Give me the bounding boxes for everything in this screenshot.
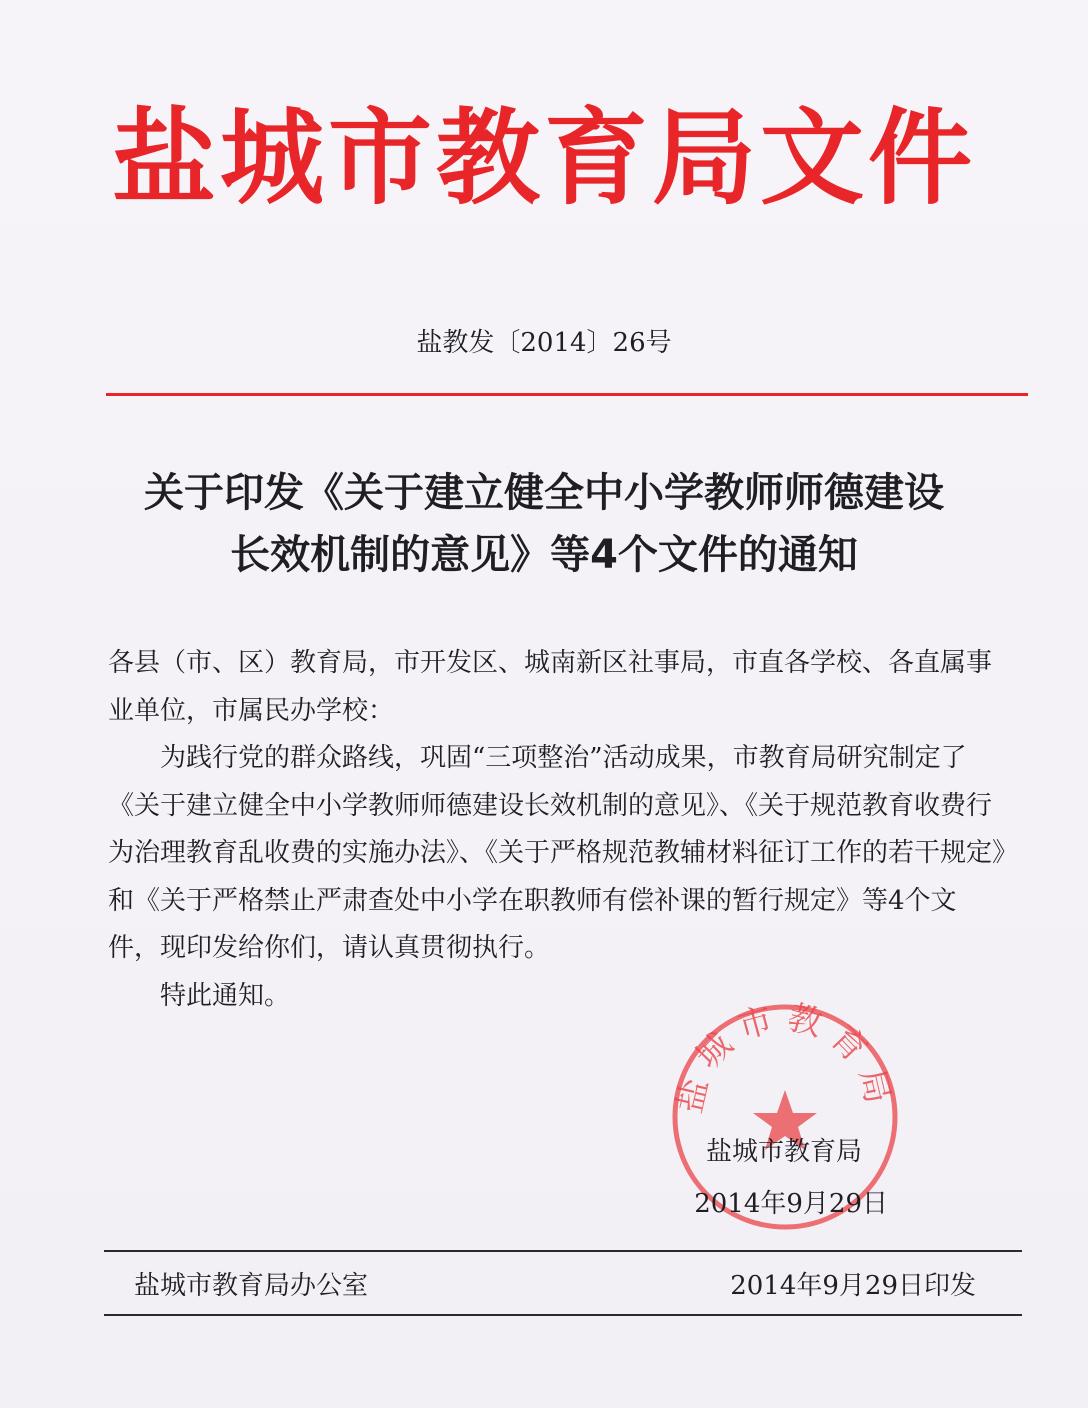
footer-issuer: 盐城市教育局办公室	[134, 1271, 369, 1301]
signature-date: 2014年9月29日	[694, 1189, 888, 1219]
document-number: 盐教发〔2014〕26号	[416, 328, 672, 358]
svg-text:盐城市教育局: 盐城市教育局	[669, 997, 901, 1117]
closing-line: 特此通知。	[160, 980, 291, 1011]
notice-body	[108, 640, 1008, 1020]
footer-issue-date: 2014年9月29日印发	[730, 1271, 976, 1301]
addressees: 各县（市、区）教育局，市开发区、城南新区社事局，市直各学校、各直属事业单位，市属民办学校：	[108, 648, 993, 726]
notice-title-line-2: 长效机制的意见》等4个文件的通知	[230, 532, 858, 578]
masthead-title: 盐城市教育局文件	[111, 97, 976, 219]
notice-title-line-1: 关于印发《关于建立健全中小学教师师德建设	[144, 470, 944, 516]
footer-top-rule	[104, 1250, 1022, 1252]
notice-title	[60, 462, 1028, 586]
signature-organization: 盐城市教育局	[705, 1137, 862, 1167]
red-divider	[106, 393, 1028, 396]
body-paragraph: 为践行党的群众路线，巩固“三项整治”活动成果，市教育局研究制定了《关于建立健全中小学教师师德建设长效机制的意见》、《关于规范教育收费行为治理教育乱收费的实施办法》、《关于严格规范教辅材料征订工作的若干规定》和《关于严格禁止严肃查处中小学在职教师有偿补课的暂行规定》等4个文件，现印发给你们，请认真贯彻执行。	[108, 743, 1006, 963]
footer-bottom-rule	[104, 1314, 1022, 1316]
